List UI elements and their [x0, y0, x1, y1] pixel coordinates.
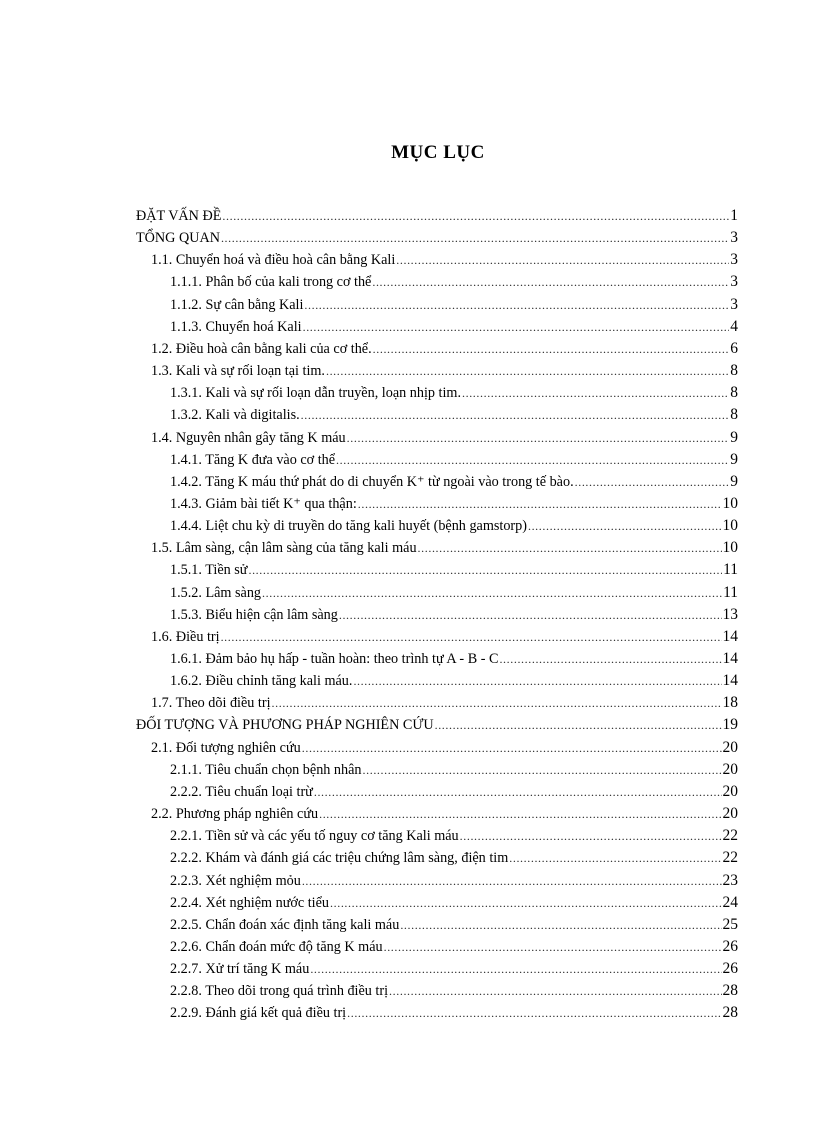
toc-dot-leader — [575, 471, 730, 493]
toc-dot-leader — [400, 914, 721, 936]
toc-page-number: 14 — [722, 627, 738, 645]
toc-entry[interactable] — [136, 227, 738, 249]
toc-entry[interactable] — [170, 316, 738, 338]
toc-entry-title: 2.2. Phương pháp nghiên cứu — [151, 806, 319, 823]
toc-page-number: 6 — [730, 339, 738, 357]
toc-dot-leader — [222, 205, 729, 227]
toc-page-number: 8 — [730, 362, 738, 380]
toc-entry[interactable] — [170, 825, 738, 847]
toc-page-number: 11 — [723, 583, 738, 601]
toc-dot-leader — [330, 892, 721, 914]
toc-entry[interactable] — [170, 271, 738, 293]
page-title: MỤC LỤC — [391, 142, 485, 163]
toc-entry[interactable] — [151, 626, 738, 648]
toc-entry-title: ĐỐI TƯỢNG VÀ PHƯƠNG PHÁP NGHIÊN CỨU — [136, 717, 434, 734]
toc-dot-leader — [326, 360, 729, 382]
toc-page-number: 19 — [722, 716, 738, 734]
toc-page-number: 28 — [722, 982, 738, 1000]
toc-page-number: 26 — [722, 937, 738, 955]
toc-page-number: 20 — [722, 782, 738, 800]
toc-entry-title: 1.4. Nguyên nhân gây tăng K máu — [151, 429, 346, 446]
toc-page-number: 20 — [722, 805, 738, 823]
toc-dot-leader — [358, 493, 722, 515]
toc-dot-leader — [363, 759, 722, 781]
toc-entry-title: 1.4.3. Giảm bài tiết K⁺ qua thận: — [170, 495, 357, 512]
toc-entry[interactable] — [170, 404, 738, 426]
toc-entry[interactable] — [151, 360, 738, 382]
toc-entry-title: 2.2.4. Xét nghiệm nước tiểu — [170, 894, 330, 911]
toc-dot-leader — [353, 670, 721, 692]
toc-page-number: 10 — [722, 517, 738, 535]
toc-page-number: 3 — [730, 295, 738, 313]
toc-entry-title: 1.1.2. Sự cân bằng Kali — [170, 296, 304, 313]
toc-page-number: 3 — [730, 273, 738, 291]
toc-dot-leader — [418, 537, 722, 559]
toc-entry[interactable] — [170, 892, 738, 914]
toc-entry-title: 2.1. Đối tượng nghiên cứu — [151, 739, 301, 756]
toc-entry-title: 2.1.1. Tiêu chuẩn chọn bệnh nhân — [170, 761, 362, 778]
toc-entry[interactable] — [151, 338, 738, 360]
toc-page-number: 22 — [722, 849, 738, 867]
toc-entry-title: 2.2.3. Xét nghiệm mỏu — [170, 872, 301, 889]
toc-entry[interactable] — [170, 870, 738, 892]
toc-page-number: 3 — [730, 251, 738, 269]
toc-entry-title: 2.2.9. Đánh giá kết quả điều trị — [170, 1005, 347, 1022]
toc-page-number: 9 — [730, 450, 738, 468]
toc-entry[interactable] — [170, 847, 738, 869]
toc-page-number: 13 — [722, 605, 738, 623]
toc-entry[interactable] — [170, 449, 738, 471]
toc-entry-title: 2.2.5. Chẩn đoán xác định tăng kali máu — [170, 916, 400, 933]
toc-entry[interactable] — [151, 427, 738, 449]
toc-dot-leader — [389, 980, 721, 1002]
toc-dot-leader — [339, 604, 722, 626]
toc-entry-title: 1.1.3. Chuyển hoá Kali — [170, 318, 302, 335]
toc-dot-leader — [304, 294, 729, 316]
toc-entry-title: 1.5.1. Tiền sử — [170, 562, 248, 579]
toc-page-number: 18 — [722, 694, 738, 712]
toc-dot-leader — [272, 692, 722, 714]
toc-entry[interactable] — [170, 559, 738, 581]
toc-dot-leader — [221, 227, 729, 249]
toc-entry-title: 1.7. Theo dõi điều trị — [151, 695, 271, 712]
toc-entry-title: 1.3.1. Kali và sự rối loạn dẫn truyền, loạn nhịp tim. — [170, 385, 461, 402]
toc-page-number: 28 — [722, 1004, 738, 1022]
toc-entry[interactable] — [136, 205, 738, 227]
toc-entry-title: 2.2.7. Xử trí tăng K máu — [170, 961, 310, 978]
toc-page-number: 25 — [722, 915, 738, 933]
toc-page-number: 10 — [722, 494, 738, 512]
toc-entry-title: 1.4.2. Tăng K máu thứ phát do di chuyển K⁺ từ ngoài vào trong tế bào. — [170, 473, 574, 490]
toc-entry[interactable] — [170, 493, 738, 515]
toc-dot-leader — [372, 271, 729, 293]
toc-entry-title: 1.6.1. Đảm bảo hụ hấp - tuần hoàn: theo trình tự A - B - C — [170, 651, 499, 667]
toc-dot-leader — [528, 515, 722, 537]
toc-entry[interactable] — [151, 249, 738, 271]
toc-dot-leader — [301, 404, 730, 426]
toc-entry-title: 1.5.3. Biểu hiện cận lâm sàng — [170, 606, 338, 623]
toc-entry[interactable] — [170, 670, 738, 692]
toc-entry[interactable] — [170, 759, 738, 781]
toc-page-number: 20 — [722, 760, 738, 778]
toc-page-number: 22 — [722, 827, 738, 845]
toc-entry-title: 1.5.2. Lâm sàng — [170, 584, 262, 601]
toc-entry[interactable] — [151, 537, 738, 559]
toc-page-number: 26 — [722, 960, 738, 978]
toc-entry-title: 2.2.2. Khám và đánh giá các triệu chứng lâm sàng, điện tim — [170, 850, 509, 867]
toc-dot-leader — [262, 582, 722, 604]
toc-dot-leader — [310, 958, 721, 980]
toc-dot-leader — [314, 781, 722, 803]
toc-entry-title: 1.5. Lâm sàng, cận lâm sàng của tăng kali máu — [151, 540, 417, 557]
toc-entry-title: 1.3.2. Kali và digitalis. — [170, 407, 300, 424]
toc-entry[interactable] — [170, 980, 738, 1002]
toc-entry[interactable] — [170, 294, 738, 316]
toc-entry-title: TỔNG QUAN — [136, 230, 220, 247]
toc-entry[interactable] — [170, 781, 738, 803]
toc-page-number: 3 — [730, 229, 738, 247]
toc-entry[interactable] — [170, 958, 738, 980]
toc-entry[interactable] — [170, 471, 738, 493]
toc-entry[interactable] — [170, 936, 738, 958]
toc-dot-leader — [396, 249, 729, 271]
toc-entry-title: 1.1. Chuyển hoá và điều hoà cân bằng Kali — [151, 252, 396, 269]
toc-page-number: 14 — [722, 672, 738, 690]
toc-entry[interactable] — [136, 714, 738, 736]
toc-entry-title: ĐẶT VẤN ĐỀ — [136, 208, 222, 224]
toc-dot-leader — [460, 825, 722, 847]
toc-dot-leader — [302, 737, 722, 759]
toc-entry-title: 1.3. Kali và sự rối loạn tại tim. — [151, 363, 325, 380]
toc-page-number: 4 — [730, 317, 738, 335]
toc-page-number: 20 — [722, 738, 738, 756]
toc-dot-leader — [347, 1002, 721, 1024]
toc-entry-title: 2.2.6. Chẩn đoán mức độ tăng K máu — [170, 938, 383, 955]
toc-page-number: 9 — [730, 472, 738, 490]
toc-entry-title: 2.2.8. Theo dõi trong quá trình điều trị — [170, 983, 389, 1000]
toc-entry-title: 1.4.4. Liệt chu kỳ di truyền do tăng kali huyết (bệnh gamstorp) — [170, 518, 527, 535]
toc-entry[interactable] — [170, 515, 738, 537]
toc-dot-leader — [384, 936, 722, 958]
toc-dot-leader — [319, 803, 721, 825]
toc-dot-leader — [302, 870, 722, 892]
toc-page-number: 23 — [722, 871, 738, 889]
toc-entry[interactable] — [170, 382, 738, 404]
toc-entry[interactable] — [170, 648, 738, 670]
toc-entry[interactable] — [151, 737, 738, 759]
toc-entry[interactable] — [151, 803, 738, 825]
toc-page-number: 8 — [730, 406, 738, 424]
toc-page-number: 10 — [722, 539, 738, 557]
toc-dot-leader — [509, 847, 721, 869]
toc-dot-leader — [373, 338, 730, 360]
toc-dot-leader — [221, 626, 722, 648]
toc-entry[interactable] — [170, 914, 738, 936]
toc-entry-title: 2.2.2. Tiêu chuẩn loại trừ — [170, 783, 313, 800]
toc-entry-title: 1.4.1. Tăng K đưa vào cơ thể — [170, 451, 336, 468]
toc-entry-title: 2.2.1. Tiền sử và các yếu tố nguy cơ tăng Kali máu — [170, 828, 459, 845]
toc-page-number: 11 — [723, 561, 738, 579]
toc-dot-leader — [462, 382, 729, 404]
toc-dot-leader — [303, 316, 730, 338]
toc-entry-title: 1.2. Điều hoà cân bằng kali của cơ thể. — [151, 340, 372, 357]
toc-page-number: 8 — [730, 384, 738, 402]
toc-entry[interactable] — [170, 1002, 738, 1024]
toc-entry-title: 1.6.2. Điều chỉnh tăng kali máu. — [170, 673, 353, 690]
toc-entry-title: 1.1.1. Phân bố của kali trong cơ thể — [170, 274, 372, 291]
toc-page-number: 14 — [722, 650, 738, 667]
toc-dot-leader — [336, 449, 729, 471]
toc-entry[interactable] — [151, 692, 738, 714]
toc-dot-leader — [435, 714, 722, 736]
toc-dot-leader — [248, 559, 722, 581]
toc-entry[interactable] — [170, 582, 738, 604]
toc-entry-title: 1.6. Điều trị — [151, 628, 220, 645]
toc-page-number: 1 — [730, 207, 738, 224]
toc-dot-leader — [499, 648, 721, 670]
toc-entry[interactable] — [170, 604, 738, 626]
toc-page-number: 9 — [730, 428, 738, 446]
toc-page-number: 24 — [722, 893, 738, 911]
toc-dot-leader — [347, 427, 730, 449]
